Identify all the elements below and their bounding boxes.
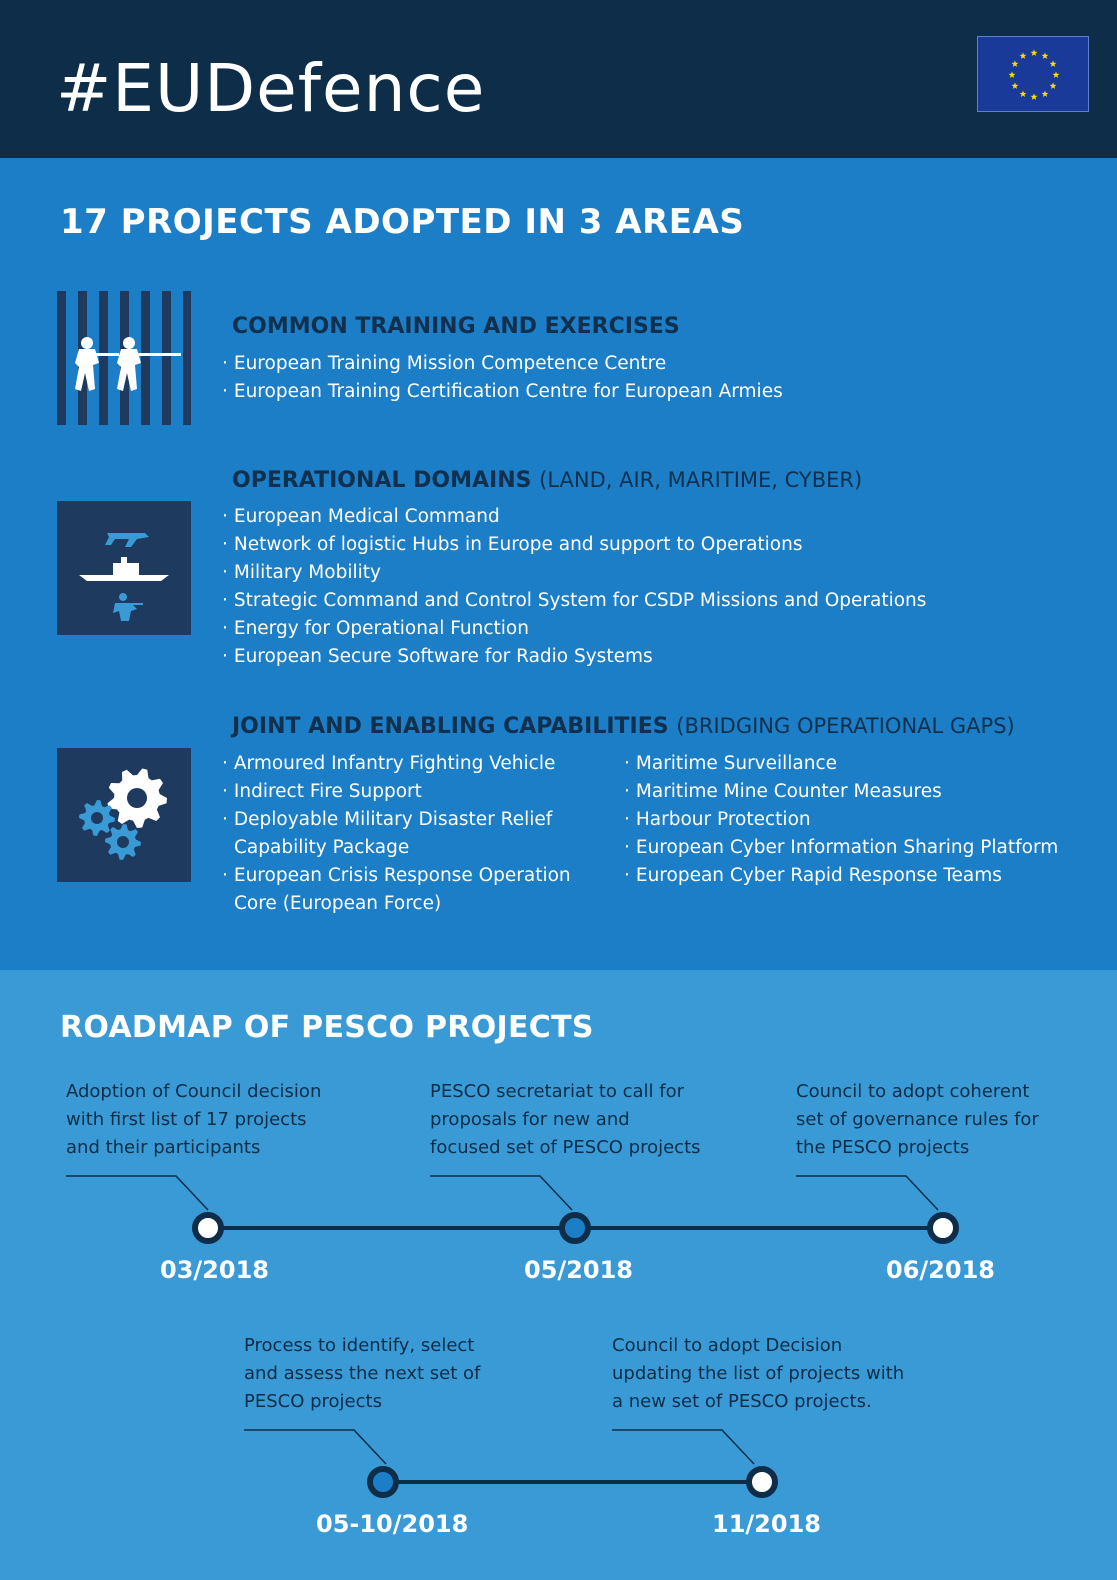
list-item: · Maritime Surveillance (624, 753, 838, 774)
gear-hole (127, 788, 147, 808)
list-item-text: European Cyber Rapid Response Teams (635, 865, 1002, 886)
area-joint-subtitle: (BRIDGING OPERATIONAL GAPS) (676, 714, 1015, 738)
flag-star (1009, 71, 1016, 78)
area-operational-subtitle: (LAND, AIR, MARITIME, CYBER) (539, 468, 863, 492)
milestone-leader-line (244, 1430, 386, 1464)
milestone-line: a new set of PESCO projects. (612, 1391, 872, 1412)
milestone-node-active (370, 1469, 396, 1495)
gears-icon (57, 748, 191, 882)
milestone-description (430, 1078, 701, 1162)
list-item-text: European Crisis Response Operation (233, 865, 571, 886)
operational-domains-icon (57, 501, 191, 635)
list-item-text: Energy for Operational Function (233, 618, 529, 639)
flag-star (1012, 60, 1019, 67)
list-item: · Maritime Mine Counter Measures (624, 781, 942, 802)
area-joint-list-right (624, 750, 1058, 890)
flag-star (1050, 60, 1057, 67)
flag-star (1031, 93, 1038, 100)
list-item-text: Network of logistic Hubs in Europe and support to Operations (233, 534, 803, 555)
list-item-text: Capability Package (234, 837, 410, 858)
list-item-text: European Training Mission Competence Centre (233, 353, 667, 374)
roadmap-section (0, 970, 1117, 1580)
flag-star (1031, 49, 1038, 56)
list-item-text: Strategic Command and Control System for CSDP Missions and Operations (233, 590, 927, 611)
milestone-line: Adoption of Council decision (66, 1081, 322, 1102)
flag-star (1020, 90, 1027, 97)
milestone-date: 11/2018 (712, 1510, 821, 1538)
milestone-description (66, 1078, 321, 1162)
flag-star (1012, 82, 1019, 89)
milestone-line: Council to adopt Decision (612, 1335, 843, 1356)
list-item-text: European Medical Command (233, 506, 500, 527)
milestone-date: 05-10/2018 (316, 1510, 469, 1538)
milestone-line: focused set of PESCO projects (430, 1137, 701, 1158)
milestone-description (612, 1332, 904, 1416)
milestone-line: and assess the next set of (244, 1363, 481, 1384)
milestone-line: set of governance rules for (796, 1109, 1039, 1130)
roadmap-heading: ROADMAP OF PESCO PROJECTS (60, 1010, 594, 1045)
gear-hole (91, 812, 103, 824)
flag-star (1053, 71, 1060, 78)
list-item-text: Indirect Fire Support (233, 781, 422, 802)
milestone-leader-line (612, 1430, 754, 1464)
milestone-date: 05/2018 (524, 1256, 633, 1284)
milestone-line: Council to adopt coherent (796, 1081, 1030, 1102)
milestone-line: Process to identify, select (244, 1335, 475, 1356)
milestone-line: updating the list of projects with (612, 1363, 905, 1384)
list-item: · European Cyber Rapid Response Teams (624, 865, 1002, 886)
flag-star (1042, 90, 1049, 97)
list-item: · European Training Certification Centre for European Armies (222, 381, 783, 402)
milestone-leader-line (796, 1176, 938, 1210)
eu-flag-icon (977, 36, 1089, 112)
list-item-continuation (222, 834, 571, 862)
header (0, 0, 1117, 158)
list-item-text: Harbour Protection (635, 809, 811, 830)
area-training-title (232, 314, 680, 339)
area-operational-title (232, 468, 862, 493)
flag-star (1050, 82, 1057, 89)
area-joint-list-left (222, 750, 571, 918)
list-item: · Strategic Command and Control System for CSDP Missions and Operations (222, 590, 927, 611)
list-item-text: Core (European Force) (234, 893, 442, 914)
milestone-node (749, 1469, 775, 1495)
list-item-text: Maritime Mine Counter Measures (635, 781, 942, 802)
list-item-text: Military Mobility (233, 562, 381, 583)
list-item-text: Deployable Military Disaster Relief (233, 809, 553, 830)
milestone-line: PESCO secretariat to call for (430, 1081, 685, 1102)
projects-section (0, 158, 1117, 970)
milestone-leader-line (66, 1176, 208, 1210)
list-item: · Indirect Fire Support (222, 781, 422, 802)
milestone-line: and their participants (66, 1137, 261, 1158)
projects-heading: 17 PROJECTS ADOPTED IN 3 AREAS (60, 202, 745, 242)
milestone-line: the PESCO projects (796, 1137, 970, 1158)
list-item: · Deployable Military Disaster Relief (222, 809, 553, 830)
list-item-text: Armoured Infantry Fighting Vehicle (233, 753, 556, 774)
area-training-title-text: COMMON TRAINING AND EXERCISES (232, 314, 680, 339)
milestone-date: 06/2018 (886, 1256, 995, 1284)
milestone-line: proposals for new and (430, 1109, 630, 1130)
milestone-node (930, 1215, 956, 1241)
list-item-text: Maritime Surveillance (635, 753, 838, 774)
milestone-description (796, 1078, 1039, 1162)
milestone-node-active (562, 1215, 588, 1241)
milestone-line: with first list of 17 projects (66, 1109, 307, 1130)
area-joint-title (232, 714, 1015, 739)
milestone-date: 03/2018 (160, 1256, 269, 1284)
brand-hashtag: #EUDefence (56, 50, 486, 127)
list-item: · European Medical Command (222, 506, 500, 527)
list-item: · Military Mobility (222, 562, 381, 583)
list-item: · Armoured Infantry Fighting Vehicle (222, 753, 556, 774)
list-item-text: European Training Certification Centre for European Armies (233, 381, 783, 402)
milestone-description (244, 1332, 480, 1416)
gear-hole (117, 836, 129, 848)
list-item: · Network of logistic Hubs in Europe and support to Operations (222, 534, 803, 555)
milestone-leader-line (430, 1176, 572, 1210)
milestone-line: PESCO projects (244, 1391, 382, 1412)
area-joint-title-text: JOINT AND ENABLING CAPABILITIES (232, 714, 669, 739)
list-item: · European Cyber Information Sharing Platform (624, 837, 1059, 858)
area-operational-title-text: OPERATIONAL DOMAINS (232, 468, 532, 493)
list-item: · European Training Mission Competence Centre (222, 353, 667, 374)
list-item: · Harbour Protection (624, 809, 811, 830)
area-training-list (222, 350, 783, 406)
flag-star (1020, 52, 1027, 59)
milestone-node (195, 1215, 221, 1241)
soldiers-training-icon (57, 291, 191, 425)
list-item: · Energy for Operational Function (222, 618, 529, 639)
list-item-continuation (222, 890, 571, 918)
list-item-text: European Secure Software for Radio Systems (233, 646, 653, 667)
list-item: · European Crisis Response Operation (222, 865, 571, 886)
area-operational-list (222, 503, 926, 671)
flag-star (1042, 52, 1049, 59)
list-item-text: European Cyber Information Sharing Platform (635, 837, 1059, 858)
list-item: · European Secure Software for Radio Systems (222, 646, 653, 667)
